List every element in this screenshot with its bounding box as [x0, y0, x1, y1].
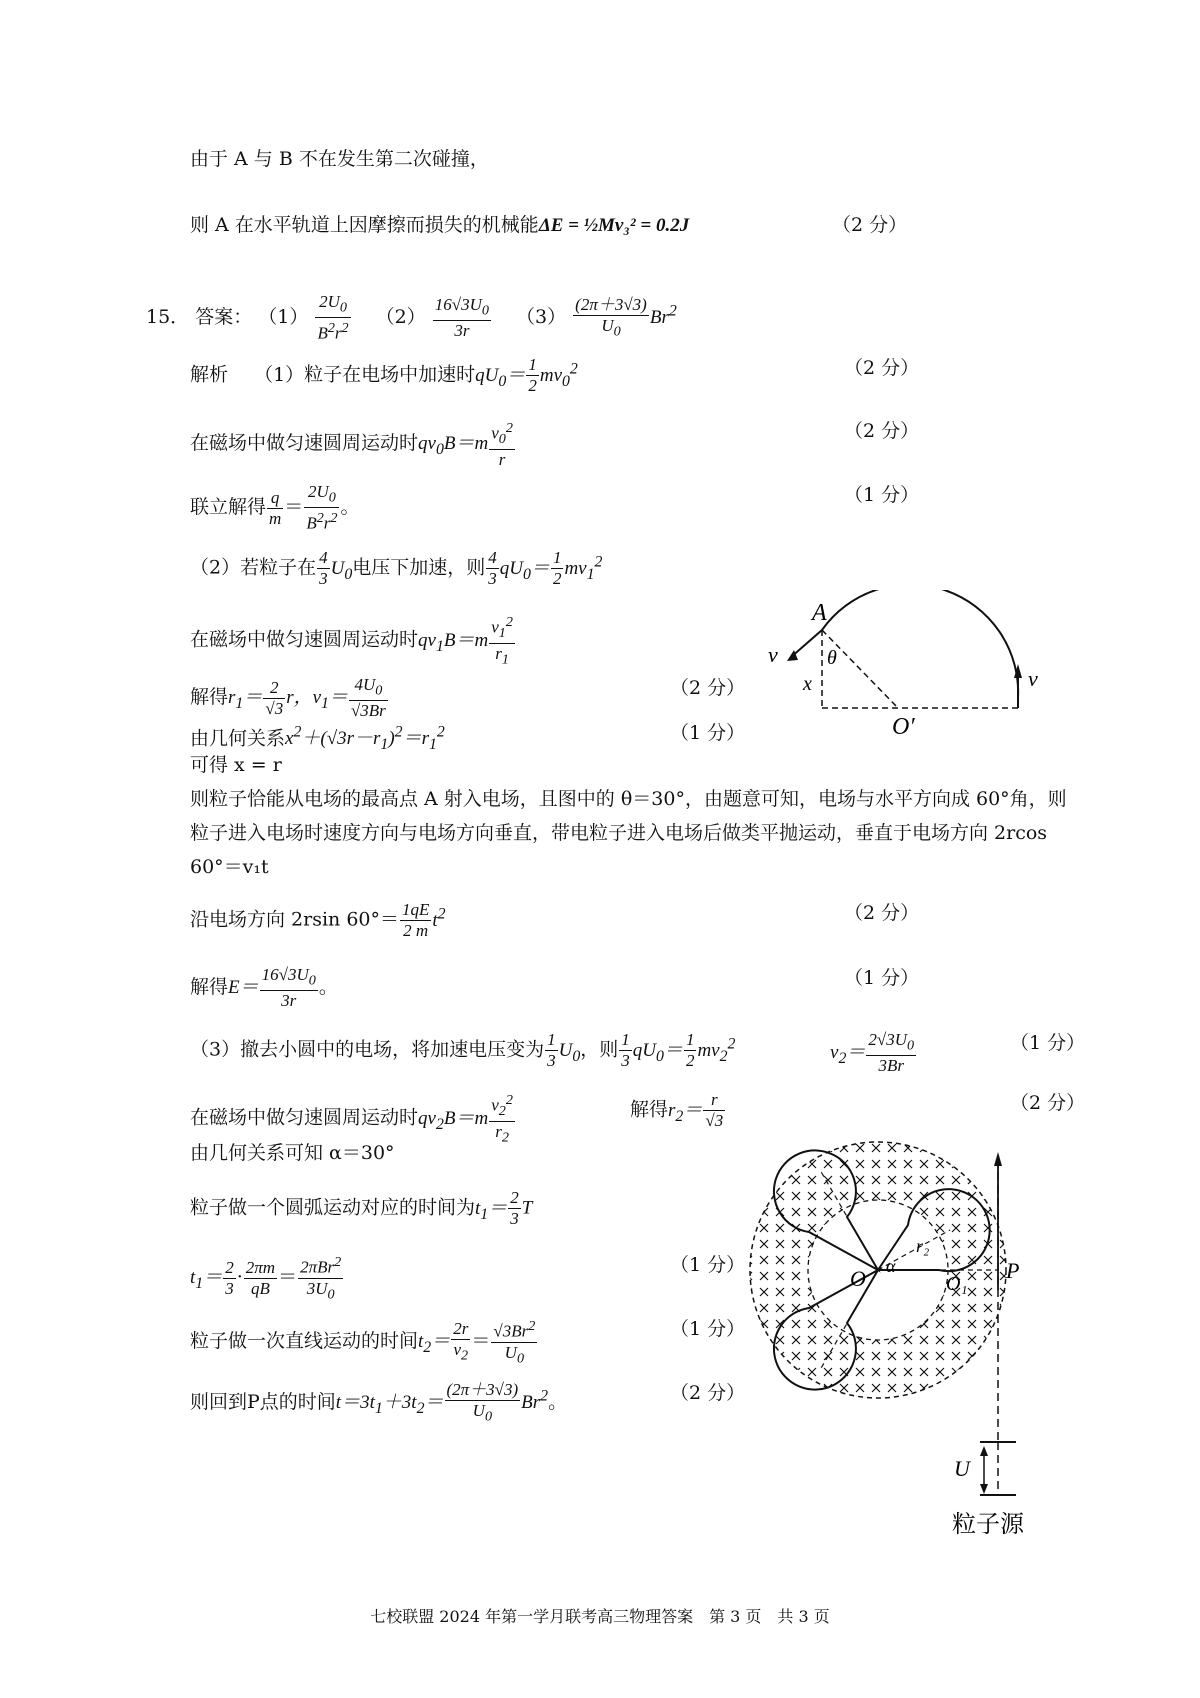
text: 解得	[190, 686, 229, 709]
label-theta: θ	[827, 647, 837, 669]
label-O: O	[850, 1266, 866, 1291]
text: 粒子做一次直线运动的时间	[190, 1330, 419, 1353]
page-footer: 七校联盟 2024 年第一学月联考高三物理答案 第 3 页 共 3 页	[370, 1607, 830, 1626]
score: （1 分）	[670, 1318, 746, 1340]
answer-tag: （2）	[375, 306, 426, 329]
analysis-line-11: 解得E＝ $\frac{16√3U_0}{3r}$ 。	[190, 965, 338, 1011]
text: 联立解得	[190, 496, 267, 519]
score: （2 分）	[832, 214, 908, 236]
score: （2 分）	[844, 357, 920, 379]
analysis-line-8: 可得 x = r	[190, 754, 282, 776]
score: （1 分）	[670, 1254, 746, 1276]
text: 在磁场中做匀速圆周运动时	[190, 628, 419, 651]
analysis-paragraph: 则粒子恰能从电场的最高点 A 射入电场，且图中的 θ＝30°，由题意可知，电场与水平方向成 60°角，则粒子进入电场时速度方向与电场方向垂直，带电粒子进入电场后做类平抛运动，垂直于电场方向 2rcos 60°＝v₁t	[190, 788, 1067, 878]
text: ，则	[580, 1038, 619, 1061]
analysis-line-13: 在磁场中做匀速圆周运动时$qv_2B=m$ $\frac{v_2^2}{r_2}$	[190, 1092, 513, 1146]
text: 电压下加速，则	[352, 556, 486, 579]
text: 在磁场中做匀速圆周运动时	[190, 432, 419, 455]
analysis-line-12: （3）撤去小圆中的电场，将加速电压变为 $\frac{1}{3}$ $U_0$，则 $\frac{1}{3}$ $qU_0=$ $\frac{1}{2}$ $mv_2^2$	[190, 1030, 736, 1070]
label-A: A	[812, 600, 827, 626]
label-particle-source: 粒子源	[952, 1512, 1024, 1538]
score: （2 分）	[670, 1382, 746, 1404]
text: 则回到P点的时间	[190, 1391, 336, 1414]
score: （1 分）	[844, 484, 920, 506]
figure-semicircle	[760, 590, 1060, 740]
answer-label: 答案：	[195, 306, 253, 329]
intro-line-1: 由于 A 与 B 不在发生第二次碰撞，	[190, 148, 489, 170]
text: 在磁场中做匀速圆周运动时	[190, 1106, 419, 1129]
energy-formula: ΔE = ½Mv₃² = 0.2J	[538, 215, 690, 236]
text: 沿电场方向 2rsin 60°＝	[190, 908, 399, 931]
score: （2 分）	[844, 902, 920, 924]
text: （2）若粒子在	[190, 556, 317, 579]
analysis-line-2: 在磁场中做匀速圆周运动时$qv_0B=m$ $\frac{v_0^2}{r}$	[190, 420, 513, 470]
analysis-line-18: 则回到P点的时间$t=3t_1+3t_2=$ $\frac{(2\pi+3√3)}{U_0}$ Br$^2$。	[190, 1380, 568, 1425]
answer-1-fraction: $\frac{2U_0}{B^2r^2}$	[317, 292, 349, 344]
label-O1: O₁	[946, 1273, 968, 1295]
analysis-line-6: 解得$r_1=$ $\frac{2}{√3}$ r，$v_1=$ $\frac{4U_0}{√3Br}$	[190, 675, 386, 721]
text: 解得	[630, 1098, 669, 1121]
text: 粒子在电场中加速时	[304, 363, 476, 386]
label-U: U	[954, 1456, 970, 1481]
label-O-prime: O′	[892, 714, 915, 740]
score: （1 分）	[670, 722, 746, 744]
analysis-line-5: 在磁场中做匀速圆周运动时$qv_1B=m$ $\frac{v_1^2}{r_1}$	[190, 614, 513, 668]
r2-formula: 解得$r_2=$ $\frac{r}{√3}$	[630, 1090, 724, 1130]
question-number: 15．	[146, 306, 190, 329]
part-tag: （1）	[254, 363, 305, 386]
label-alpha: α	[886, 1256, 896, 1276]
answer-tag: （1）	[258, 306, 309, 329]
q15-answer-line: 15． 答案： （1） $\frac{2U_0}{B^2r^2}$ （2） $\frac{16√3U_0}{3r}$ （3） $\frac{(2\pi+3√3)}{U_0}$ Br$^2$	[146, 292, 677, 344]
analysis-line-10: 沿电场方向 2rsin 60°＝ $\frac{1qE}{2 m}$ $t^2$	[190, 900, 446, 940]
analysis-line-3: 联立解得 $\frac{q}{m}$ ＝ $\frac{2U_0}{B^2r^2}$ 。	[190, 482, 360, 534]
answer-2-fraction: $\frac{16√3U_0}{3r}$	[434, 294, 489, 341]
answer-3-fraction: $\frac{(2\pi+3√3)}{U_0}$	[575, 294, 647, 340]
analysis-line-7: 由几何关系$x^2+(√3r-r_1)^2=r_1^2$	[190, 724, 445, 754]
score: （1 分）	[844, 967, 920, 989]
analysis-label: 解析	[190, 363, 229, 386]
intro-line-2-text: 则 A 在水平轨道上因摩擦而损失的机械能	[190, 214, 539, 236]
analysis-line-4: （2）若粒子在 $\frac{4}{3}$ $U_0$电压下加速，则 $\frac{4}{3}$ $qU_0=$ $\frac{1}{2}$ $mv_1^2$	[190, 548, 603, 588]
label-P: P	[1006, 1258, 1020, 1283]
analysis-line-16: $t_1=$ $\frac{2}{3}$ · $\frac{2\pi m}{qB}$ ＝ $\frac{2\pi Br^2}{3U_0}$	[190, 1254, 342, 1303]
label-x: x	[803, 673, 812, 695]
analysis-line-1: 解析 （1）粒子在电场中加速时$qU_0=$ $\frac{1}{2}$ $mv_0^2$	[190, 355, 578, 395]
analysis-line-17: 粒子做一次直线运动的时间$t_2=$ $\frac{2r}{v_2}$ ＝ $\frac{√3Br^2}{U_0}$	[190, 1318, 536, 1367]
figure-magnetic-field	[740, 1140, 1070, 1540]
score: （2 分）	[844, 420, 920, 442]
score: （2 分）	[1010, 1092, 1086, 1114]
v2-formula: $v_2=$ $\frac{2√3U_0}{3Br}$	[830, 1030, 915, 1076]
label-v-right: v	[1028, 666, 1038, 691]
analysis-line-14: 由几何关系可知 α＝30°	[190, 1142, 395, 1164]
text: （3）撤去小圆中的电场，将加速电压变为	[190, 1038, 545, 1061]
label-v-left: v	[768, 642, 778, 667]
answer-tag: （3）	[516, 306, 567, 329]
text: 解得	[190, 976, 229, 999]
intro-line-2	[190, 212, 689, 239]
score: （2 分）	[670, 677, 746, 699]
text: 由几何关系	[190, 727, 286, 750]
label-r2: r₂	[916, 1236, 930, 1256]
analysis-line-15: 粒子做一个圆弧运动对应的时间为$t_1=$ $\frac{2}{3}$ T	[190, 1188, 533, 1228]
score: （1 分）	[1010, 1032, 1086, 1054]
text: 粒子做一个圆弧运动对应的时间为	[190, 1196, 476, 1219]
